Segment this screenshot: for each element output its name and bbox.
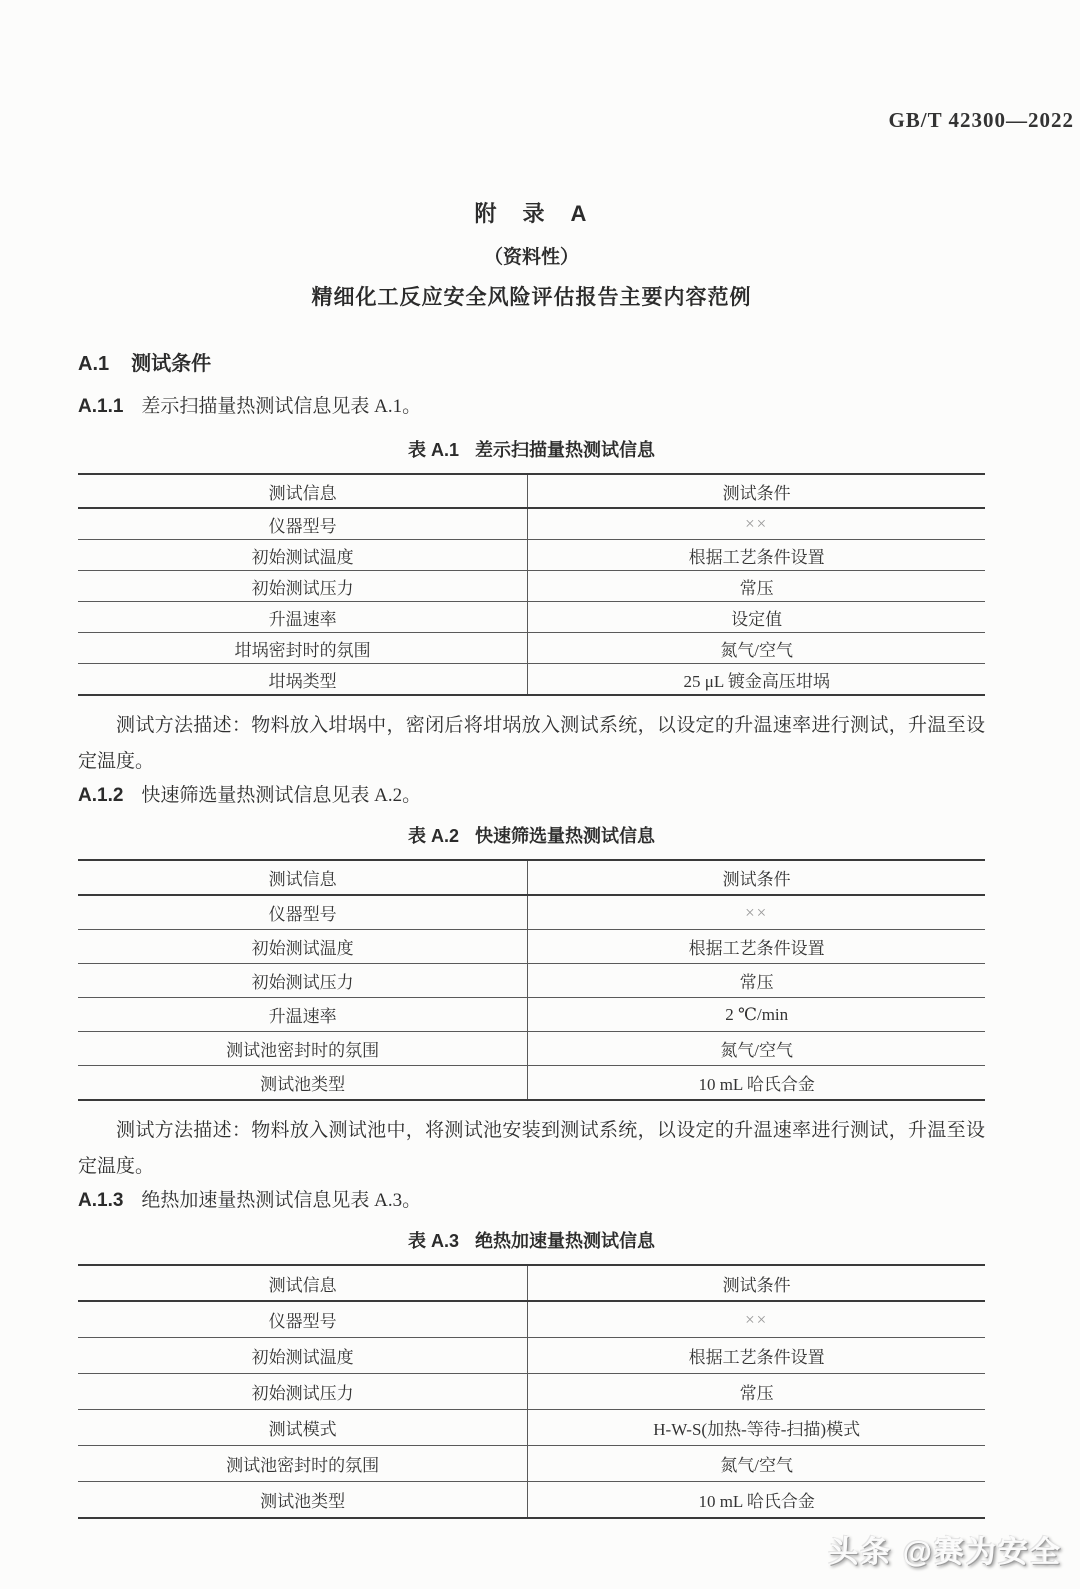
table-caption-label: 表 A.1 [407, 440, 459, 460]
test-condition-cell: 根据工艺条件设置 [528, 930, 985, 964]
table-row [78, 1482, 985, 1519]
column-header-test-condition: 测试条件 [528, 1265, 985, 1301]
table-a3-caption [78, 1227, 985, 1253]
method-description-a1: 测试方法描述：物料放入坩埚中，密闭后将坩埚放入测试系统，以设定的升温速率进行测试，升温至设定温度。 [78, 715, 985, 772]
table-row [78, 540, 985, 571]
test-info-cell: 仪器型号 [78, 508, 528, 540]
test-condition-cell: 氮气/空气 [528, 633, 985, 664]
table-row [78, 1066, 985, 1101]
test-info-cell: 升温速率 [78, 998, 528, 1032]
test-info-cell: 测试池密封时的氛围 [78, 1446, 528, 1482]
table-a3 [78, 1264, 985, 1519]
test-condition-cell: 根据工艺条件设置 [528, 540, 985, 571]
test-info-cell: 测试池类型 [78, 1066, 528, 1101]
table-a2-caption [78, 822, 985, 848]
clause-text: 差示扫描量热测试信息见表 A.1。 [141, 396, 422, 417]
column-header-test-info: 测试信息 [78, 860, 528, 895]
appendix-description: 精细化工反应安全风险评估报告主要内容范例 [311, 286, 752, 309]
table-row [78, 930, 985, 964]
test-condition-cell: H-W-S(加热-等待-扫描)模式 [528, 1410, 985, 1446]
test-condition-cell: 常压 [528, 964, 985, 998]
column-header-test-condition: 测试条件 [528, 860, 985, 895]
table-row [78, 895, 985, 930]
test-info-cell: 测试池密封时的氛围 [78, 1032, 528, 1066]
test-condition-cell: ×× [528, 508, 985, 540]
appendix-subtitle: （资料性） [483, 247, 579, 268]
table-row [78, 664, 985, 696]
table-caption-label: 表 A.3 [407, 1231, 459, 1251]
test-info-cell: 坩埚密封时的氛围 [78, 633, 528, 664]
test-condition-cell: 根据工艺条件设置 [528, 1338, 985, 1374]
clause-text: 快速筛选量热测试信息见表 A.2。 [141, 785, 422, 806]
test-info-cell: 初始测试压力 [78, 964, 528, 998]
column-header-test-info: 测试信息 [78, 1265, 528, 1301]
test-condition-cell: 氮气/空气 [528, 1446, 985, 1482]
table-caption-label: 表 A.2 [407, 826, 459, 846]
clause-number: A.1.2 [78, 785, 124, 806]
column-header-test-condition: 测试条件 [528, 474, 985, 508]
table-row [78, 633, 985, 664]
method-description-a2: 测试方法描述：物料放入测试池中，将测试池安装到测试系统，以设定的升温速率进行测试，升温至设定温度。 [78, 1120, 985, 1177]
table-row [78, 571, 985, 602]
table-a1-caption [78, 436, 985, 462]
test-condition-cell: 10 mL 哈氏合金 [528, 1066, 985, 1101]
table-row [78, 602, 985, 633]
test-condition-cell: 2 ℃/min [528, 998, 985, 1032]
clause-a13 [78, 1185, 985, 1212]
test-condition-cell: 氮气/空气 [528, 1032, 985, 1066]
test-condition-cell: 25 μL 镀金高压坩埚 [528, 664, 985, 696]
table-caption-text: 快速筛选量热测试信息 [475, 826, 655, 846]
table-header-row [78, 860, 985, 895]
section-title: 测试条件 [131, 353, 212, 375]
test-condition-cell: 设定值 [528, 602, 985, 633]
section-heading [78, 347, 985, 376]
standard-number: GB/T 42300—2022 [888, 108, 1074, 132]
test-info-cell: 仪器型号 [78, 895, 528, 930]
test-info-cell: 测试模式 [78, 1410, 528, 1446]
page-content [78, 197, 985, 1519]
table-row [78, 998, 985, 1032]
clause-number: A.1.1 [78, 396, 124, 417]
test-condition-cell: ×× [528, 1301, 985, 1338]
table-header-row [78, 474, 985, 508]
test-info-cell: 初始测试压力 [78, 571, 528, 602]
appendix-heading [78, 197, 985, 311]
table-row [78, 1032, 985, 1066]
test-info-cell: 升温速率 [78, 602, 528, 633]
table-row [78, 964, 985, 998]
table-row [78, 1338, 985, 1374]
table-row [78, 1446, 985, 1482]
test-info-cell: 初始测试温度 [78, 930, 528, 964]
table-a2 [78, 859, 985, 1101]
clause-a12 [78, 780, 985, 807]
table-caption-text: 绝热加速量热测试信息 [475, 1231, 655, 1251]
table-row [78, 1301, 985, 1338]
test-info-cell: 初始测试压力 [78, 1374, 528, 1410]
appendix-title: 附 录 A [474, 201, 589, 226]
test-condition-cell: ×× [528, 895, 985, 930]
table-row [78, 1374, 985, 1410]
table-header-row [78, 1265, 985, 1301]
test-condition-cell: 常压 [528, 571, 985, 602]
clause-text: 绝热加速量热测试信息见表 A.3。 [141, 1190, 422, 1211]
section-number: A.1 [78, 353, 110, 375]
clause-number: A.1.3 [78, 1190, 124, 1211]
table-row [78, 508, 985, 540]
table-a1 [78, 473, 985, 696]
test-info-cell: 初始测试温度 [78, 1338, 528, 1374]
test-condition-cell: 10 mL 哈氏合金 [528, 1482, 985, 1519]
test-info-cell: 初始测试温度 [78, 540, 528, 571]
table-row [78, 1410, 985, 1446]
test-info-cell: 仪器型号 [78, 1301, 528, 1338]
watermark-label: 头条 @赛为安全 [828, 1536, 1062, 1569]
column-header-test-info: 测试信息 [78, 474, 528, 508]
table-caption-text: 差示扫描量热测试信息 [475, 440, 655, 460]
test-condition-cell: 常压 [528, 1374, 985, 1410]
clause-a11 [78, 391, 985, 418]
test-info-cell: 坩埚类型 [78, 664, 528, 696]
test-info-cell: 测试池类型 [78, 1482, 528, 1519]
